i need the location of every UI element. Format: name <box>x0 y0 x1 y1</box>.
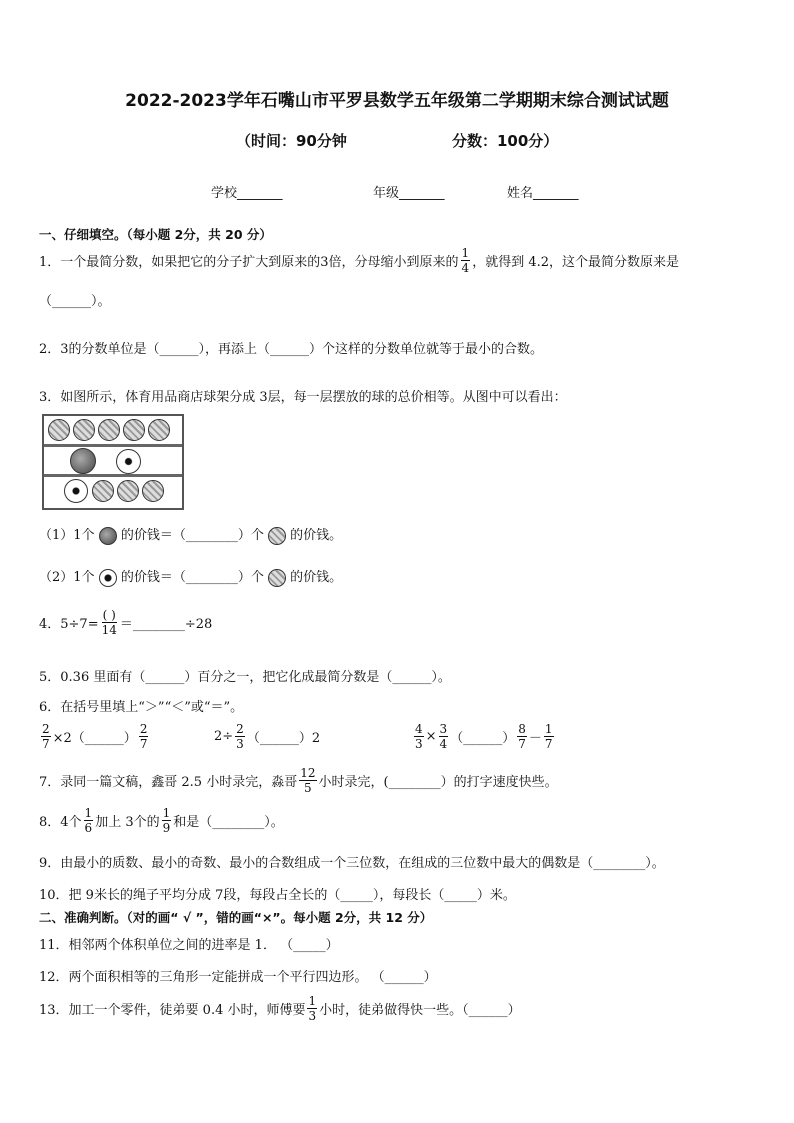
question-2: 2．3的分数单位是（______），再添上（______）个这样的分数单位就等于最小的合数。 <box>39 342 544 357</box>
q6-a-text: ×2（______） <box>52 731 137 746</box>
num: 3 <box>439 722 448 736</box>
section-2-heading: 二、准确判断。（对的画“ √ ”，错的画“×”。每小题 2分，共 12 分） <box>39 910 433 925</box>
q4-text-b: ＝________÷28 <box>119 617 213 632</box>
q8-text-c: 和是（________）。 <box>173 815 284 830</box>
question-9: 9．由最小的质数、最小的奇数、最小的合数组成一个三位数，在组成的三位数中最大的偶数是（________）。 <box>39 856 665 871</box>
den: 4 <box>439 737 448 751</box>
volleyball-icon <box>92 480 114 502</box>
q8-text-a: 8．4个 <box>39 815 82 830</box>
q3-2-text-b: 的价钱＝（________）个 <box>120 570 264 585</box>
question-1-answer: （______）。 <box>39 294 111 309</box>
q4-text-a: 4．5÷7= <box>39 617 99 632</box>
den: 3 <box>236 737 244 751</box>
times: × <box>425 729 437 744</box>
den: 9 <box>162 821 171 835</box>
question-12: 12．两个面积相等的三角形一定能拼成一个平行四边形。 （______） <box>39 970 437 985</box>
basketball-icon <box>70 448 96 474</box>
basketball-icon <box>99 527 117 545</box>
name-field[interactable]: 姓名_______ <box>507 186 579 201</box>
section-1-heading: 一、仔细填空。（每小题 2分，共 20 分） <box>39 227 272 242</box>
soccer-ball-icon <box>99 569 117 587</box>
shelf-1 <box>44 444 182 447</box>
school-field[interactable]: 学校_______ <box>211 186 283 201</box>
page-title: 2022-2023学年石嘴山市平罗县数学五年级第二学期期末综合测试试题 <box>125 91 669 111</box>
q1-den: 4 <box>461 261 470 275</box>
question-4 <box>39 608 212 637</box>
num: 4 <box>415 722 423 736</box>
q4-den: 14 <box>101 623 117 637</box>
q13-text-b: 小时，徒弟做得快一些。（______） <box>319 1003 521 1018</box>
volleyball-icon <box>117 480 139 502</box>
soccer-ball-icon <box>116 449 141 474</box>
question-6: 6．在括号里填上“＞”“＜”或“＝”。 <box>39 700 244 715</box>
den: 7 <box>42 737 50 751</box>
frac-2-7 <box>139 722 149 751</box>
q6-b-text-2: （______）2 <box>246 731 321 746</box>
question-11: 11．相邻两个体积单位之间的进率是 1． （_____） <box>39 938 339 953</box>
num: 1 <box>308 994 317 1008</box>
question-3-1 <box>39 524 342 545</box>
den: 6 <box>84 821 93 835</box>
q7-text-b: 小时录完，(________）的打字速度快些。 <box>318 775 558 790</box>
soccer-ball-icon <box>64 479 88 503</box>
volleyball-icon <box>268 527 286 545</box>
frac-1-9 <box>162 806 172 835</box>
question-6-b <box>214 722 320 751</box>
q6-b-text: 2÷ <box>214 729 234 744</box>
question-10: 10．把 9米长的绳子平均分成 7段，每段占全长的（_____），每段长（_____）米。 <box>39 888 516 903</box>
q6-c-blank: （______） <box>450 731 516 746</box>
q1-text-a: 1．一个最简分数，如果把它的分子扩大到原来的3倍，分母缩小到原来的 <box>39 255 459 270</box>
q3-1-text-b: 的价钱＝（________）个 <box>120 528 264 543</box>
q13-text-a: 13．加工一个零件，徒弟要 0.4 小时，师傅要 <box>39 1003 306 1018</box>
num: 1 <box>162 806 171 820</box>
volleyball-icon <box>142 480 164 502</box>
frac-12-5 <box>299 766 316 795</box>
den: 3 <box>415 737 423 751</box>
volleyball-icon <box>48 419 70 441</box>
question-3-2 <box>39 566 342 587</box>
frac-1-3 <box>307 994 317 1023</box>
volleyball-icon <box>98 419 120 441</box>
q3-1-text-a: （1）1个 <box>39 528 95 543</box>
q3-2-text-a: （2）1个 <box>39 570 95 585</box>
question-13 <box>39 994 521 1023</box>
den: 7 <box>139 737 148 751</box>
frac-3-4 <box>439 722 449 751</box>
num: 2 <box>42 722 50 736</box>
den: 7 <box>544 737 553 751</box>
den: 3 <box>308 1009 317 1023</box>
q1-text-b: ，就得到 4.2，这个最简分数原来是 <box>472 255 679 270</box>
den: 7 <box>518 737 526 751</box>
q4-num: ( ) <box>102 608 116 622</box>
q3-1-text-c: 的价钱。 <box>290 528 343 543</box>
frac-2-7 <box>41 722 51 751</box>
q4-fraction <box>101 608 118 637</box>
frac-4-3 <box>414 722 424 751</box>
time-label: （时间：90分钟 <box>236 132 347 150</box>
question-5: 5．0.36 里面有（______）百分之一，把它化成最简分数是（______）。 <box>39 670 451 685</box>
num: 12 <box>300 766 316 780</box>
question-7 <box>39 766 558 795</box>
frac-2-3 <box>235 722 245 751</box>
q1-num: 1 <box>461 246 470 260</box>
num: 1 <box>84 806 93 820</box>
q1-fraction <box>461 246 471 275</box>
question-6-a <box>39 722 150 751</box>
minus: － <box>528 731 542 746</box>
num: 2 <box>236 722 244 736</box>
grade-field[interactable]: 年级_______ <box>373 186 445 201</box>
question-3: 3．如图所示，体育用品商店球架分成 3层，每一层摆放的球的总价相等。从图中可以看出： <box>39 390 567 405</box>
volleyball-icon <box>148 419 170 441</box>
frac-1-6 <box>84 806 94 835</box>
q3-2-text-c: 的价钱。 <box>290 570 343 585</box>
q8-text-b: 加上 3个的 <box>95 815 160 830</box>
num: 2 <box>139 722 148 736</box>
volleyball-icon <box>268 569 286 587</box>
question-6-c <box>412 722 556 751</box>
q7-text-a: 7．录同一篇文稿，鑫哥 2.5 小时录完，淼哥 <box>39 775 298 790</box>
frac-8-7 <box>517 722 527 751</box>
question-1 <box>39 246 679 275</box>
num: 1 <box>544 722 553 736</box>
ball-rack-image <box>42 414 184 510</box>
frac-1-7 <box>544 722 554 751</box>
volleyball-icon <box>73 419 95 441</box>
volleyball-icon <box>123 419 145 441</box>
score-label: 分数：100分） <box>452 132 559 150</box>
question-8 <box>39 806 284 835</box>
shelf-2 <box>44 474 182 477</box>
den: 5 <box>304 781 312 795</box>
num: 8 <box>518 722 526 736</box>
